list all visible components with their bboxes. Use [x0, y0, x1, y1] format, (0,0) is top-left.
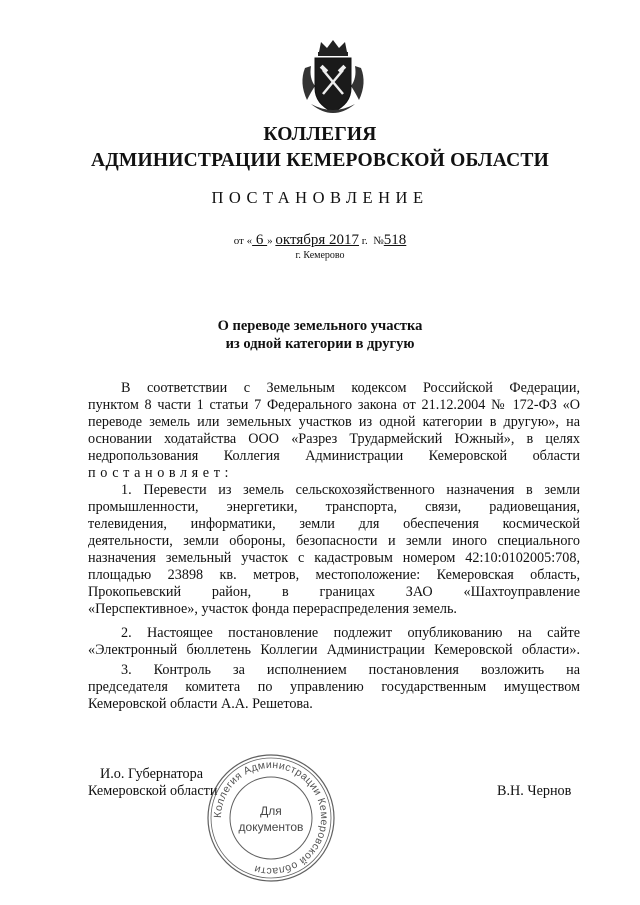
city-line: г. Кемерово	[295, 250, 345, 261]
stamp-center-line-2: документов	[238, 820, 304, 834]
official-stamp	[205, 752, 337, 884]
signatory-title-line-1: И.о. Губернатора	[100, 766, 203, 782]
body-line: «Перспективное», участок фонда перераспределения земель.	[88, 601, 457, 617]
coat-of-arms-emblem	[297, 38, 369, 120]
body-line: площадью 23898 кв. метров, местоположение: Кемеровская область,	[88, 567, 580, 583]
body-line: пунктом 8 части 1 статьи 7 Федерального закона от 21.12.2004 № 172-ФЗ «О	[88, 397, 580, 413]
body-line: председателя комитета по управлению государственным имуществом	[88, 679, 580, 695]
body-line: 3. Контроль за исполнением постановления возложить на	[121, 662, 580, 678]
stamp-ring-text: Коллегия Администрации Кемеровской области	[211, 758, 331, 878]
document-title-line-1: О переводе земельного участка	[217, 318, 423, 334]
body-line: телевидения, информатики, земли для обеспечения космической	[88, 516, 580, 532]
date-year-suffix: г.	[359, 235, 368, 247]
date-day: 6	[252, 232, 268, 248]
body-line: Прокопьевский район, в границах ЗАО «Шахтоуправление	[88, 584, 580, 600]
document-type: ПОСТАНОВЛЕНИЕ	[211, 188, 429, 207]
date-number-line	[0, 232, 640, 249]
body-line: основании ходатайства ООО «Разрез Трудармейский Южный», в целях	[88, 431, 580, 447]
body-line: недропользования Коллегия Администрации Кемеровской области	[88, 448, 580, 464]
body-line: промышленности, энергетики, транспорта, связи, радиовещания,	[88, 499, 580, 515]
document-number: 518	[383, 232, 407, 248]
date-month-year: октября 2017	[275, 232, 360, 248]
body-line: В соответствии с Земельным кодексом Российской Федерации,	[121, 380, 580, 396]
body-line: деятельности, земли обороны, безопасности и земли иного специального	[88, 533, 580, 549]
body-line: «Электронный бюллетень Коллегии Администрации Кемеровской области».	[88, 642, 580, 658]
body-line: 1. Перевести из земель сельскохозяйственного назначения в земли	[121, 482, 580, 498]
document-title-line-2: из одной категории в другую	[225, 336, 415, 352]
date-prefix: от «	[233, 235, 253, 247]
signatory-name: В.Н. Чернов	[497, 783, 572, 799]
body-line: переводе земель или земельных участков из одной категории в другую», на	[88, 414, 580, 430]
signatory-title-line-2: Кемеровской области	[88, 783, 218, 799]
body-line: 2. Настоящее постановление подлежит опубликованию на сайте	[121, 625, 580, 641]
collegium-heading: КОЛЛЕГИЯ	[263, 124, 377, 145]
date-separator: »	[267, 235, 276, 247]
stamp-center-line-1: Для	[260, 804, 282, 818]
body-line: Кемеровской области А.А. Решетова.	[88, 696, 313, 712]
body-line: постановляет:	[88, 465, 234, 481]
administration-heading: АДМИНИСТРАЦИИ КЕМЕРОВСКОЙ ОБЛАСТИ	[91, 150, 549, 171]
body-line: назначения земельный участок с кадастровым номером 42:10:0102005:708,	[88, 550, 580, 566]
number-label: №	[373, 235, 384, 247]
